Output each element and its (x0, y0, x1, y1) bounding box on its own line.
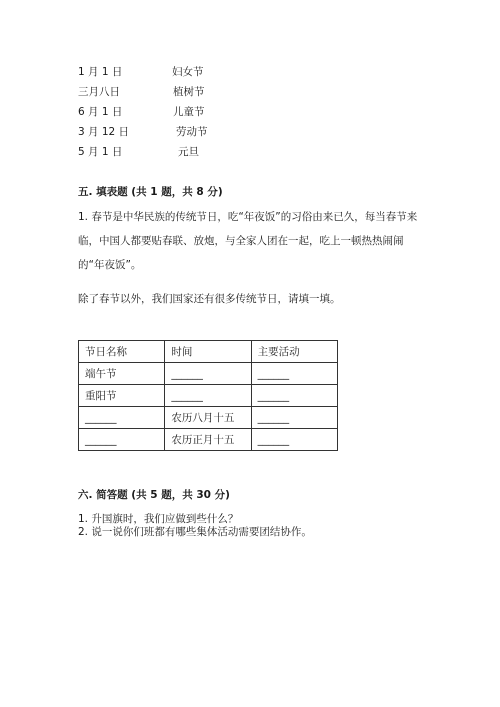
table-row (79, 385, 338, 407)
table-blank-cell: ______ (165, 385, 251, 407)
date-item: 6 月 1 日 (78, 106, 123, 118)
section-title: 六. 简答题 (共 5 题，共 30 分) (78, 489, 230, 501)
table-blank-cell: ______ (79, 429, 165, 451)
festival-item: 劳动节 (176, 126, 208, 138)
table-blank-cell: ______ (251, 385, 337, 407)
table-blank-cell: ______ (251, 429, 337, 451)
date-item: 5 月 1 日 (78, 146, 123, 158)
festival-item: 儿童节 (173, 106, 205, 118)
festival-table (78, 340, 338, 451)
table-blank-cell: ______ (79, 407, 165, 429)
table-header-row (79, 341, 338, 363)
table-header-cell: 时间 (165, 341, 251, 363)
festival-item: 元旦 (178, 146, 199, 158)
instruction-text: 除了春节以外，我们国家还有很多传统节日，请填一填。 (78, 293, 341, 305)
table-header-cell: 节日名称 (79, 341, 165, 363)
date-item: 三月八日 (78, 86, 120, 98)
table-cell: 农历八月十五 (165, 407, 251, 429)
table-blank-cell: ______ (165, 363, 251, 385)
section-title: 五. 填表题 (共 1 题，共 8 分) (78, 186, 223, 198)
table-blank-cell: ______ (251, 363, 337, 385)
question-paragraph: 1. 春节是中华民族的传统节日，吃“年夜饭”的习俗由来已久，每当春节来临，中国人都要贴春联、放炮，与全家人团在一起，吃上一顿热热闹闹的“年夜饭”。 (78, 211, 418, 271)
table-blank-cell: ______ (251, 407, 337, 429)
festival-item: 妇女节 (172, 66, 204, 78)
table-row (79, 363, 338, 385)
table-cell: 重阳节 (79, 385, 165, 407)
question-item: 2. 说一说你们班都有哪些集体活动需要团结协作。 (78, 526, 312, 538)
table-header-cell: 主要活动 (251, 341, 337, 363)
table-cell: 农历正月十五 (165, 429, 251, 451)
date-item: 3 月 12 日 (78, 126, 130, 138)
festival-item: 植树节 (173, 86, 205, 98)
question-item: 1. 升国旗时，我们应做到些什么？ (78, 513, 239, 525)
table-row (79, 407, 338, 429)
date-item: 1 月 1 日 (78, 66, 123, 78)
table-cell: 端午节 (79, 363, 165, 385)
table-row (79, 429, 338, 451)
